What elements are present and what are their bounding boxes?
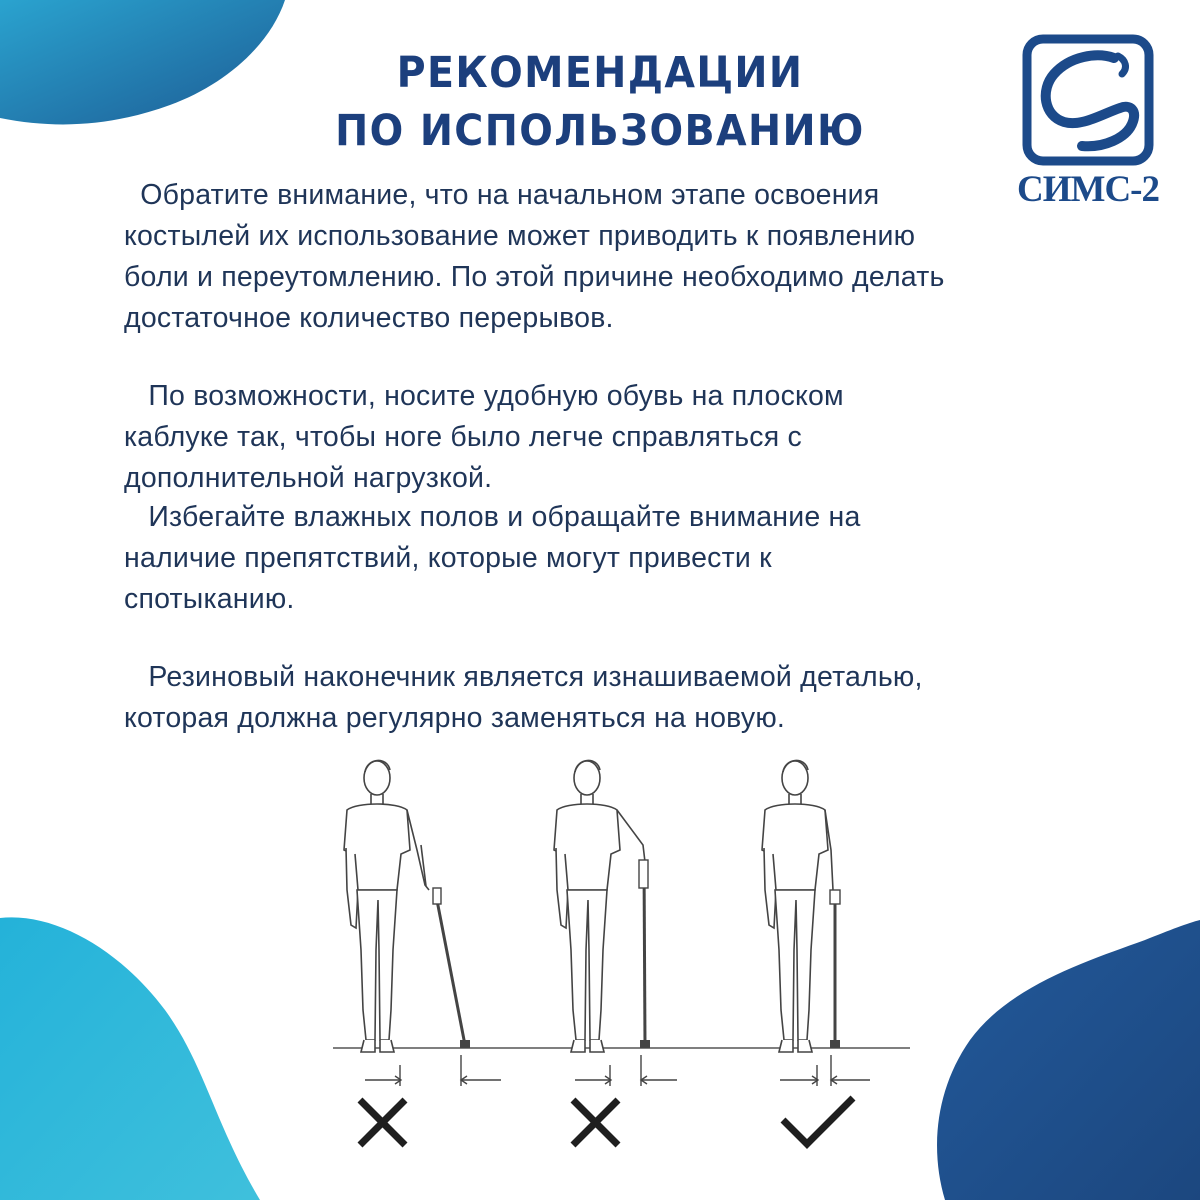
cross-icon xyxy=(573,1100,618,1145)
cross-icon xyxy=(360,1100,405,1145)
paragraph-line: достаточное количество перерывов. xyxy=(124,302,614,334)
paragraph-line: дополнительной нагрузкой. xyxy=(124,462,493,494)
logo-text: СИМС-2 xyxy=(1017,169,1159,210)
paragraph-rubber-tip xyxy=(124,657,1084,739)
paragraph-line: боли и переутомлению. По этой причине необходимо делать xyxy=(124,261,945,293)
paragraph-line: Обратите внимание, что на начальном этапе освоения xyxy=(140,179,880,211)
s-mark-icon xyxy=(1022,34,1154,166)
paragraph-line: Резиновый наконечник является изнашиваемой деталью, xyxy=(148,661,923,693)
checkmark-icon xyxy=(783,1098,853,1144)
decorative-blob-top-left xyxy=(0,0,290,140)
title-line-1: РЕКОМЕНДАЦИИ xyxy=(396,48,804,98)
page-title xyxy=(278,44,922,160)
paragraph-footwear xyxy=(124,376,1084,499)
figure-cane-too-short xyxy=(554,760,677,1086)
crutch-height-illustration xyxy=(325,750,915,1170)
paragraph-line: каблуке так, чтобы ноге было легче справляться с xyxy=(124,421,802,453)
paragraph-floors xyxy=(124,497,1084,620)
decorative-blob-bottom-right xyxy=(930,920,1200,1200)
figure-cane-too-long xyxy=(344,760,501,1086)
figure-cane-correct xyxy=(762,760,870,1086)
paragraph-line: которая должна регулярно заменяться на новую. xyxy=(124,702,786,734)
decorative-blob-bottom-left xyxy=(0,900,300,1200)
paragraph-line: По возможности, носите удобную обувь на плоском xyxy=(148,380,844,412)
paragraph-line: наличие препятствий, которые могут привести к xyxy=(124,542,772,574)
paragraph-line: костылей их использование может приводить к появлению xyxy=(124,220,916,252)
paragraph-breaks xyxy=(124,175,1084,339)
paragraph-line: Избегайте влажных полов и обращайте внимание на xyxy=(148,501,861,533)
title-line-2: ПО ИСПОЛЬЗОВАНИЮ xyxy=(335,106,865,156)
paragraph-line: спотыканию. xyxy=(124,583,295,615)
